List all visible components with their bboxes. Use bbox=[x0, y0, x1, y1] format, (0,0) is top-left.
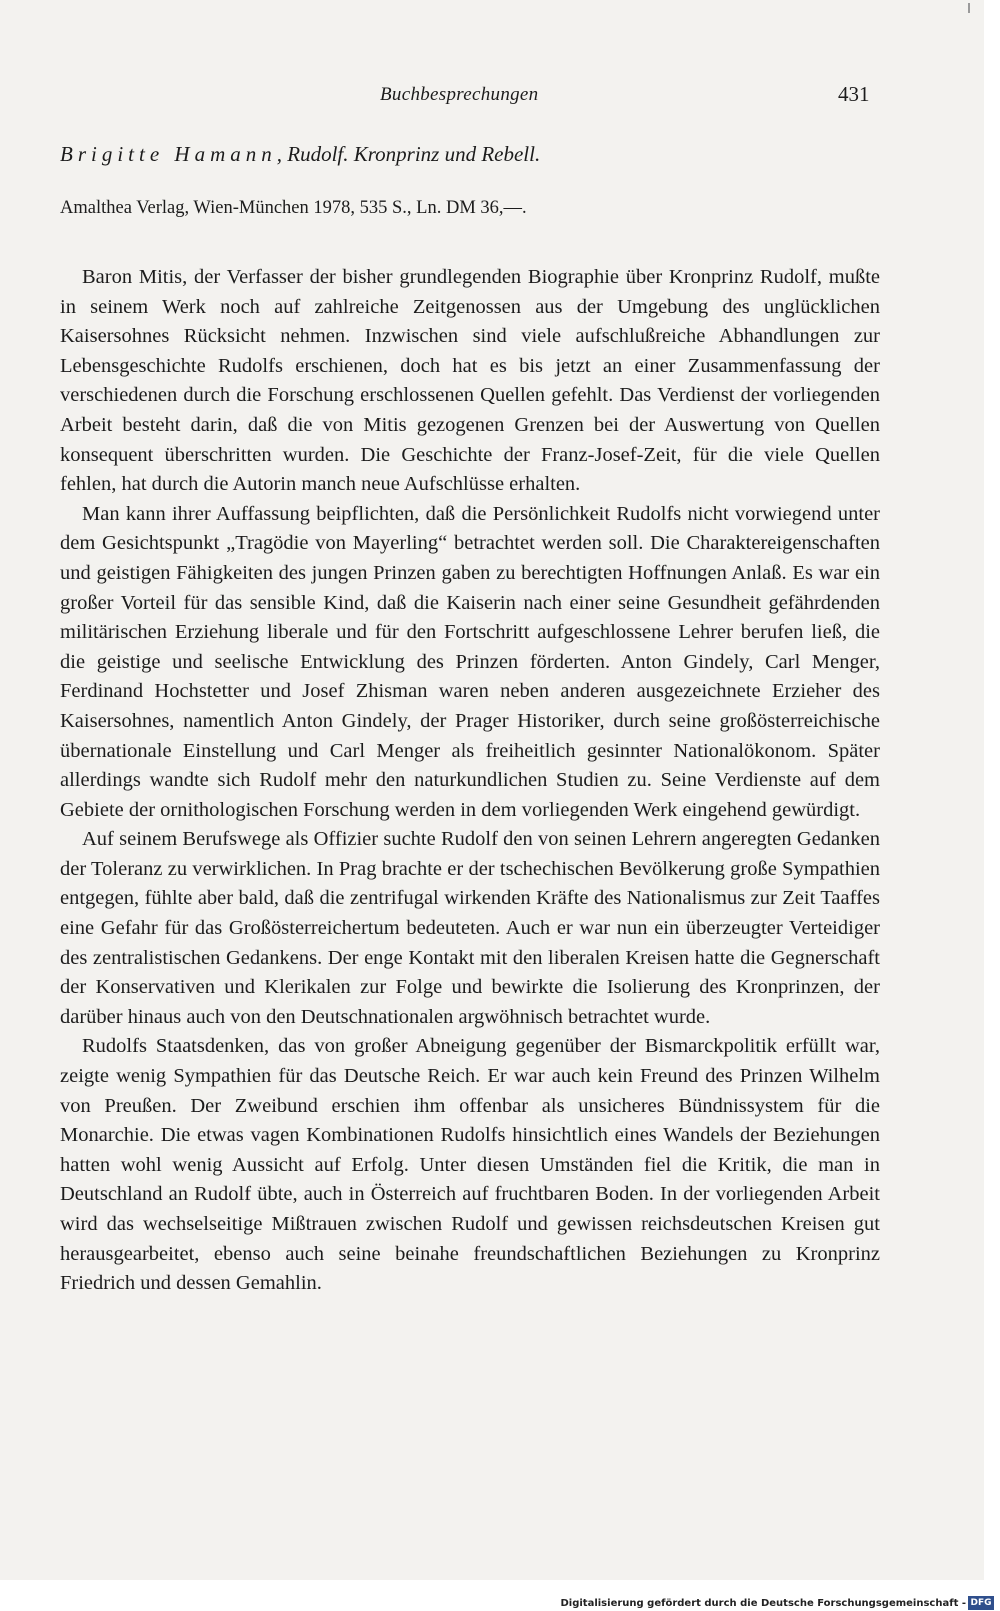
review-body bbox=[60, 263, 880, 1299]
scan-corner-mark bbox=[962, 3, 970, 13]
paragraph: Man kann ihrer Auffassung beipflichten, daß die Persönlichkeit Rudolfs nicht vorwiegend unter dem Gesichtspunkt „Tragödie von Mayerling“ betrachtet werden soll. Die Charaktereigenschaften und geistigen Fähigkeiten des jungen Prinzen gaben zu berechtigten Hoffnungen Anlaß. Es war ein großer Vorteil für das sensible Kind, daß die Kaiserin nach einer seine Gesundheit gefährdenden militärischen Erziehung liberale und für den Fortschritt aufgeschlossene Lehrer berufen ließ, die die geistige und seelische Entwicklung des Prinzen förderten. Anton Gindely, Carl Menger, Ferdinand Hochstetter und Josef Zhisman waren neben anderen ausgezeichnete Erzieher des Kaisersohnes, namentlich Anton Gindely, der Prager Historiker, durch seine großösterreichische übernationale Einstellung und Carl Menger als freiheitlich gesinnter Nationalökonom. Später allerdings wandte sich Rudolf mehr den naturkundlichen Studien zu. Seine Verdienste auf dem Gebiete der ornithologischen Forschung werden in dem vorliegenden Werk eingehend gewürdigt. bbox=[60, 502, 880, 821]
review-author: Brigitte Hamann bbox=[60, 142, 277, 166]
book-title: , Rudolf. Kronprinz und Rebell. bbox=[276, 142, 541, 166]
dfg-logo-icon: DFG bbox=[968, 1596, 994, 1610]
dfg-funding-note: Digitalisierung gefördert durch die Deutsche Forschungsgemeinschaft - bbox=[560, 1598, 966, 1609]
paragraph: Baron Mitis, der Verfasser der bisher grundlegenden Biographie über Kronprinz Rudolf, mußte in seinem Werk noch auf zahlreiche Zeitgenossen aus der Umgebung des unglücklichen Kaisersohnes Rücksicht nehmen. Inzwischen sind viele aufschlußreiche Abhandlungen zur Lebensgeschichte Rudolfs erschienen, doch hat es bis jetzt an einer Zusammenfassung der verschiedenen durch die Forschung erschlossenen Quellen gefehlt. Das Verdienst der vorliegenden Arbeit besteht darin, daß die von Mitis gezogenen Grenzen bei der Auswertung von Quellen konsequent überschritten wurden. Die Geschichte der Franz-Josef-Zeit, für die viele Quellen fehlen, hat durch die Autorin manch neue Aufschlüsse erhalten. bbox=[60, 266, 880, 496]
paragraph: Auf seinem Berufswege als Offizier suchte Rudolf den von seinen Lehrern angeregten Gedanken der Toleranz zu verwirklichen. In Prag brachte er der tschechischen Bevölkerung große Sympathien entgegen, fühlte aber bald, daß die zentrifugal wirkenden Kräfte des Nationalismus zur Zeit Taaffes eine Gefahr für das Großösterreichertum bedeuteten. Auch er war nun ein überzeugter Verteidiger des zentralistischen Gedankens. Der enge Kontakt mit den liberalen Kreisen hatte die Gegnerschaft der Konservativen und Klerikalen zur Folge und bewirkte die Isolierung des Kronprinzen, der darüber hinaus auch von den Deutschnationalen argwöhnisch betrachtet wurde. bbox=[60, 828, 880, 1028]
paragraph: Rudolfs Staatsdenken, das von großer Abneigung gegenüber der Bismarckpolitik erfüllt war, zeigte wenig Sympathien für das Deutsche Reich. Er war auch kein Freund des Prinzen Wilhelm von Preußen. Der Zweibund erschien ihm offenbar als unsicheres Bündnissystem für die Monarchie. Die etwas vagen Kombinationen Rudolfs hinsichtlich eines Wandels der Beziehungen hatten wohl wenig Aussicht auf Erfolg. Unter diesen Umständen fiel die Kritik, die man in Deutschland an Rudolf übte, auch in Österreich auf fruchtbaren Boden. In der vorliegenden Arbeit wird das wechselseitige Mißtrauen zwischen Rudolf und gewissen reichsdeutschen Kreisen gut herausgearbeitet, ebenso auch seine beinahe freundschaftlichen Beziehungen zu Kronprinz Friedrich und dessen Gemahlin. bbox=[60, 1035, 880, 1295]
publication-info: Amalthea Verlag, Wien-München 1978, 535 S., Ln. DM 36,—. bbox=[60, 198, 527, 218]
review-title bbox=[60, 142, 540, 167]
running-head: Buchbesprechungen bbox=[380, 84, 539, 105]
page-number: 431 bbox=[838, 82, 870, 106]
